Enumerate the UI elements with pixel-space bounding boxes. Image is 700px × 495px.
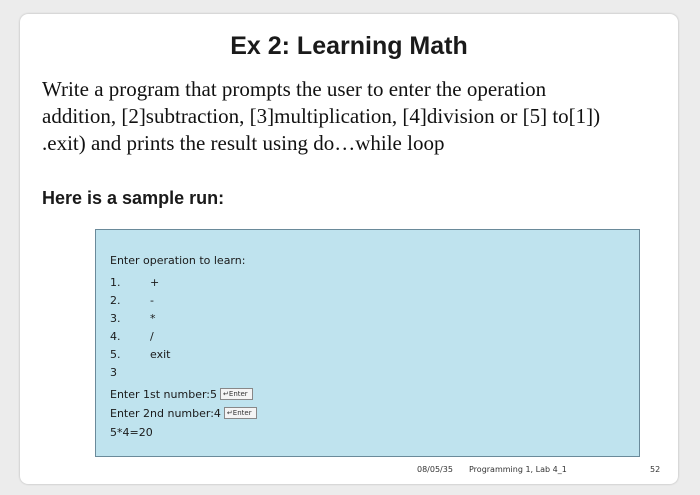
prompt-line: Write a program that prompts the user to enter the operation <box>42 77 547 101</box>
console-result: 5*4=20 <box>110 426 153 439</box>
console-option <box>110 330 154 343</box>
sample-run-heading: Here is a sample run: <box>42 188 225 208</box>
option-number: 3. <box>110 312 121 325</box>
console-first-number <box>110 388 253 401</box>
option-number: 2. <box>110 294 121 307</box>
enter-key-icon: ↵Enter <box>224 407 257 419</box>
option-operator: + <box>150 276 160 289</box>
console-header: Enter operation to learn: <box>110 254 246 267</box>
slide-title: Ex 2: Learning Math <box>230 32 468 60</box>
footer-page-number: 52 <box>650 465 661 474</box>
exercise-prompt <box>42 76 672 157</box>
option-number: 4. <box>110 330 121 343</box>
sample-run-console <box>95 229 640 457</box>
console-second-number <box>110 407 257 420</box>
enter-key-icon: ↵Enter <box>220 388 253 400</box>
option-operator: - <box>150 294 154 307</box>
console-option <box>110 312 156 325</box>
console-choice: 3 <box>110 366 117 379</box>
console-option <box>110 348 170 361</box>
footer-course: Programming 1, Lab 4_1 <box>469 465 567 474</box>
option-operator: exit <box>150 348 171 361</box>
second-number-prompt: Enter 2nd number:4 <box>110 407 221 420</box>
option-operator: * <box>150 312 156 325</box>
option-number: 5. <box>110 348 121 361</box>
first-number-prompt: Enter 1st number:5 <box>110 388 218 401</box>
console-option <box>110 276 159 289</box>
console-option <box>110 294 154 307</box>
option-operator: / <box>150 330 154 343</box>
slide <box>20 14 678 484</box>
prompt-line: .exit) and prints the result using do…while loop <box>42 131 445 155</box>
footer-date: 08/05/35 <box>417 465 453 474</box>
option-number: 1. <box>110 276 121 289</box>
prompt-line: addition, [2]subtraction, [3]multiplication, [4]division or [5] to[1]) <box>42 104 601 128</box>
